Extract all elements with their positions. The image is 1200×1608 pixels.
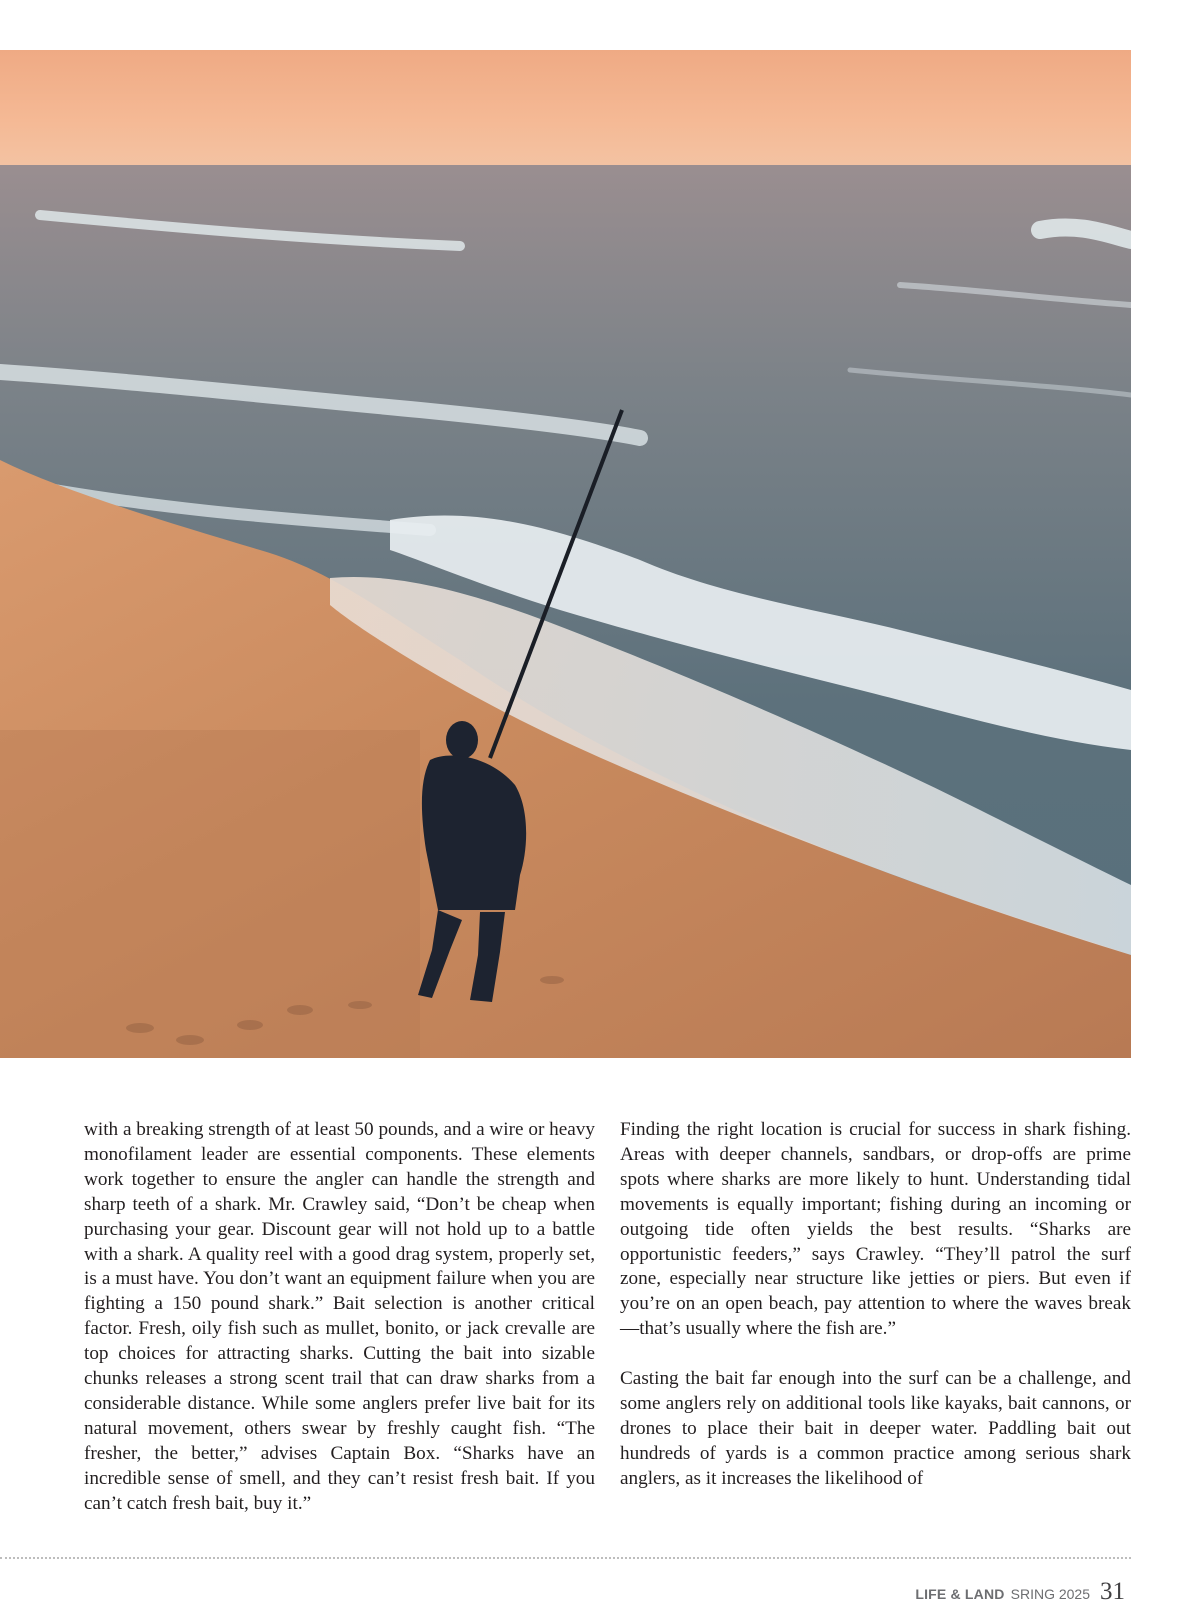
article-paragraph: with a breaking strength of at least 50 pounds, and a wire or heavy monofilament leader are essential components. These elements work together to ensure the angler can handle the strength and sharp teeth of a shark. Mr. Crawley said, “Don’t be cheap when purchasing your gear. Discount gear will not hold up to a battle with a shark. A quality reel with a good drag system, properly set, is a must have. You don’t want an equipment failure when you are fighting a 150 pound shark.” Bait selection is another critical factor. Fresh, oily fish such as mullet, bonito, or jack crevalle are top choices for attracting sharks. Cutting the bait into sizable chunks releases a strong scent trail that can draw sharks from a considerable distance. While some anglers prefer live bait for its natural movement, others swear by freshly caught fish. “The fresher, the better,” advises Captain Box. “Sharks have an incredible sense of smell, and they can’t resist fresh bait. If you can’t catch fresh bait, buy it.”: [84, 1119, 595, 1514]
article-column-right: [620, 1118, 1131, 1492]
publication-name: LIFE & LAND: [915, 1586, 1005, 1602]
page-footer: [915, 1578, 1125, 1608]
article-paragraph: Finding the right location is crucial for success in shark fishing. Areas with deeper channels, sandbars, or drop-offs are prime spots where sharks are more likely to hunt. Understanding tidal movements is equally important; fishing during an incoming or outgoing tide often yields the best results. “Sharks are opportunistic feeders,” says Crawley. “They’ll patrol the surf zone, especially near structure like jetties or piers. But even if you’re on an open beach, pay attention to where the waves break—that’s usually where the fish are.”: [620, 1119, 1131, 1340]
article-paragraph: Casting the bait far enough into the surf can be a challenge, and some anglers rely on additional tools like kayaks, bait cannons, or drones to place their bait in deeper water. Paddling bait out hundreds of yards is a common practice among serious shark anglers, as it increases the likelihood of: [620, 1368, 1131, 1489]
footer-divider: [0, 1557, 1131, 1559]
hero-photo-surf-angler: [0, 50, 1131, 1058]
issue-season: SRING 2025: [1010, 1586, 1090, 1602]
article-column-left: [84, 1118, 595, 1517]
sky: [0, 50, 1131, 168]
page-number: 31: [1100, 1578, 1125, 1605]
